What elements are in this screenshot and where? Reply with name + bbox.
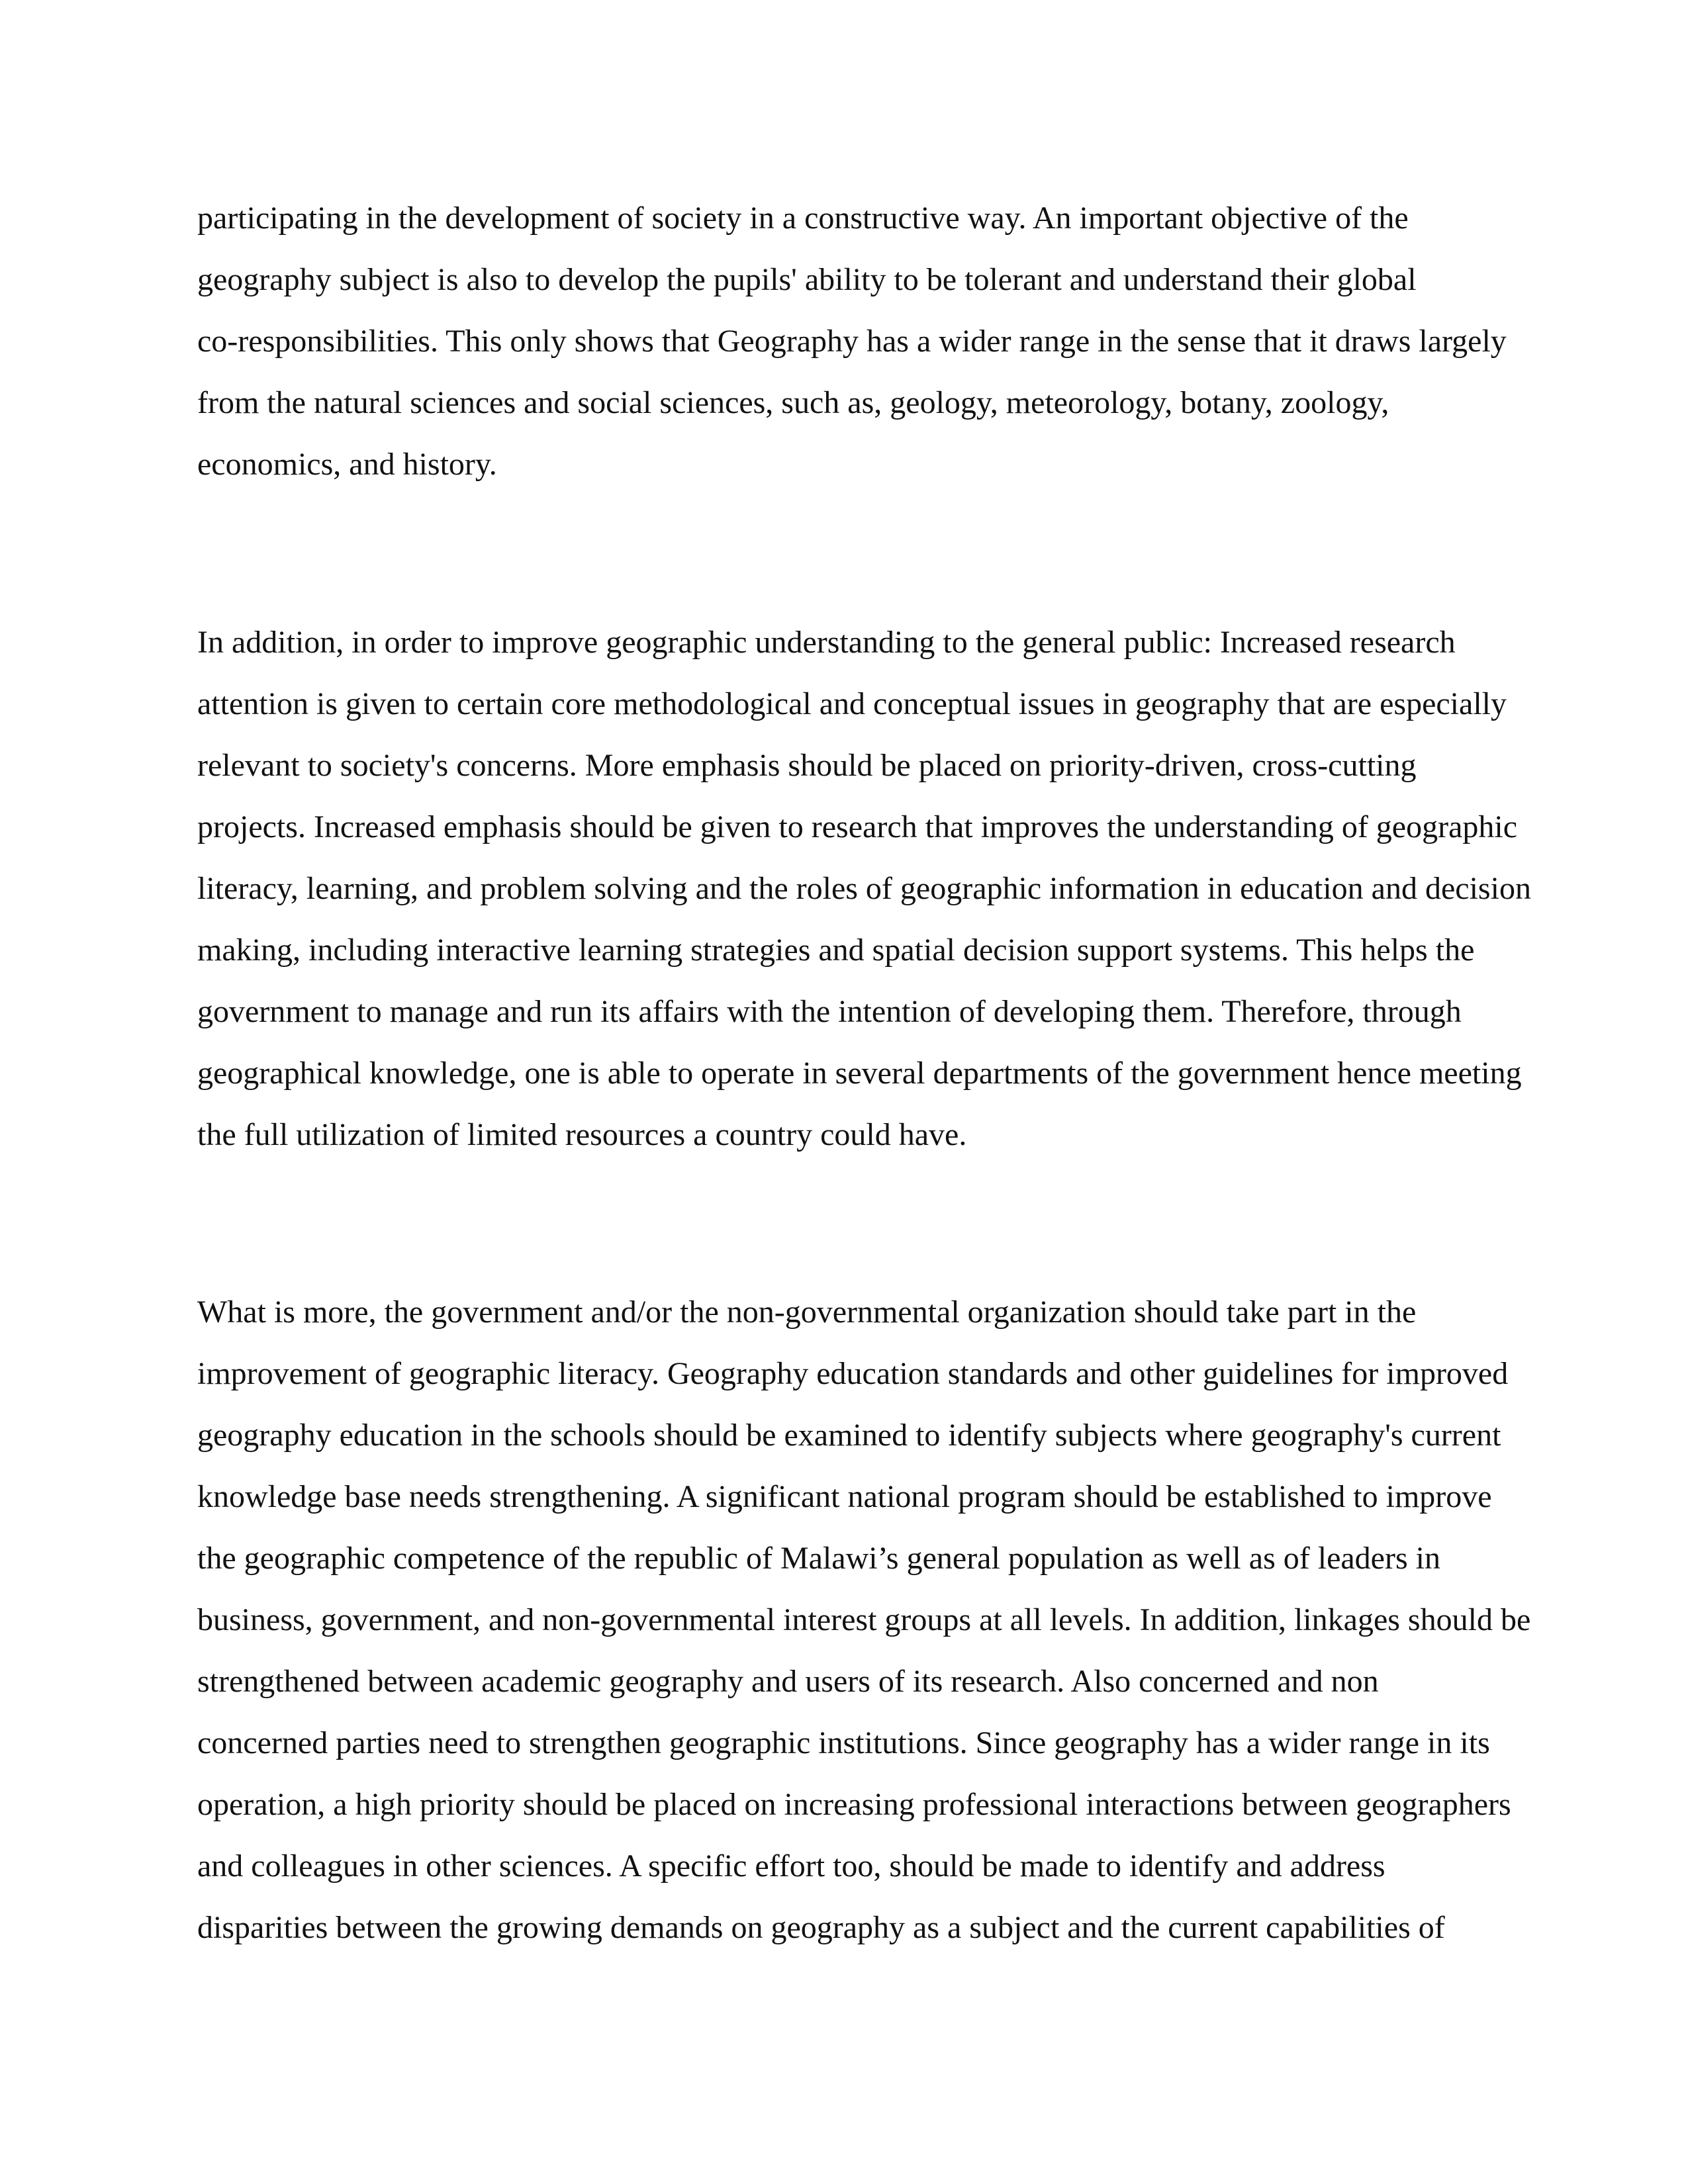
paragraph-line: attention is given to certain core methodological and conceptual issues in geography that are especially [197, 686, 1507, 721]
paragraph-line: What is more, the government and/or the non-governmental organization should take part in the [197, 1295, 1417, 1330]
paragraph-line: In addition, in order to improve geographic understanding to the general public: Increased research [197, 625, 1456, 660]
paragraph-line: the full utilization of limited resources a country could have. [197, 1117, 967, 1152]
paragraph-line: geographical knowledge, one is able to operate in several departments of the government hence meeting [197, 1056, 1522, 1091]
paragraph-line: government to manage and run its affairs with the intention of developing them. Therefore, through [197, 994, 1462, 1029]
paragraph-geography-objectives [197, 187, 1587, 495]
paragraph-line: co-responsibilities. This only shows that Geography has a wider range in the sense that it draws largely [197, 324, 1507, 359]
paragraph-line: business, government, and non-governmental interest groups at all levels. In addition, linkages should be [197, 1602, 1531, 1637]
paragraph-line: knowledge base needs strengthening. A significant national program should be established to improve [197, 1479, 1492, 1514]
paragraph-line: operation, a high priority should be placed on increasing professional interactions between geographers [197, 1787, 1511, 1822]
paragraph-line: disparities between the growing demands on geography as a subject and the current capabilities of [197, 1910, 1445, 1945]
paragraph-line: economics, and history. [197, 447, 497, 482]
paragraph-line: literacy, learning, and problem solving and the roles of geographic information in education and decision [197, 871, 1531, 906]
paragraph-government-role [197, 1281, 1587, 1958]
paragraph-line: participating in the development of society in a constructive way. An important objective of the [197, 201, 1409, 236]
paragraph-line: strengthened between academic geography and users of its research. Also concerned and non [197, 1664, 1379, 1699]
paragraph-line: making, including interactive learning strategies and spatial decision support systems. This helps the [197, 933, 1475, 968]
paragraph-line: projects. Increased emphasis should be given to research that improves the understanding of geographic [197, 809, 1518, 844]
paragraph-line: geography education in the schools should be examined to identify subjects where geography's current [197, 1418, 1501, 1453]
paragraph-line: and colleagues in other sciences. A specific effort too, should be made to identify and address [197, 1848, 1385, 1884]
paragraph-line: from the natural sciences and social sciences, such as, geology, meteorology, botany, zoology, [197, 385, 1389, 420]
paragraph-line: the geographic competence of the republic of Malawi’s general population as well as of leaders in [197, 1541, 1440, 1576]
paragraph-line: improvement of geographic literacy. Geography education standards and other guidelines for improved [197, 1356, 1509, 1391]
paragraph-line: geography subject is also to develop the pupils' ability to be tolerant and understand their global [197, 262, 1417, 297]
paragraph-line: concerned parties need to strengthen geographic institutions. Since geography has a wider range in its [197, 1725, 1490, 1760]
paragraph-public-understanding [197, 612, 1587, 1165]
paragraph-line: relevant to society's concerns. More emphasis should be placed on priority-driven, cross-cutting [197, 748, 1417, 783]
